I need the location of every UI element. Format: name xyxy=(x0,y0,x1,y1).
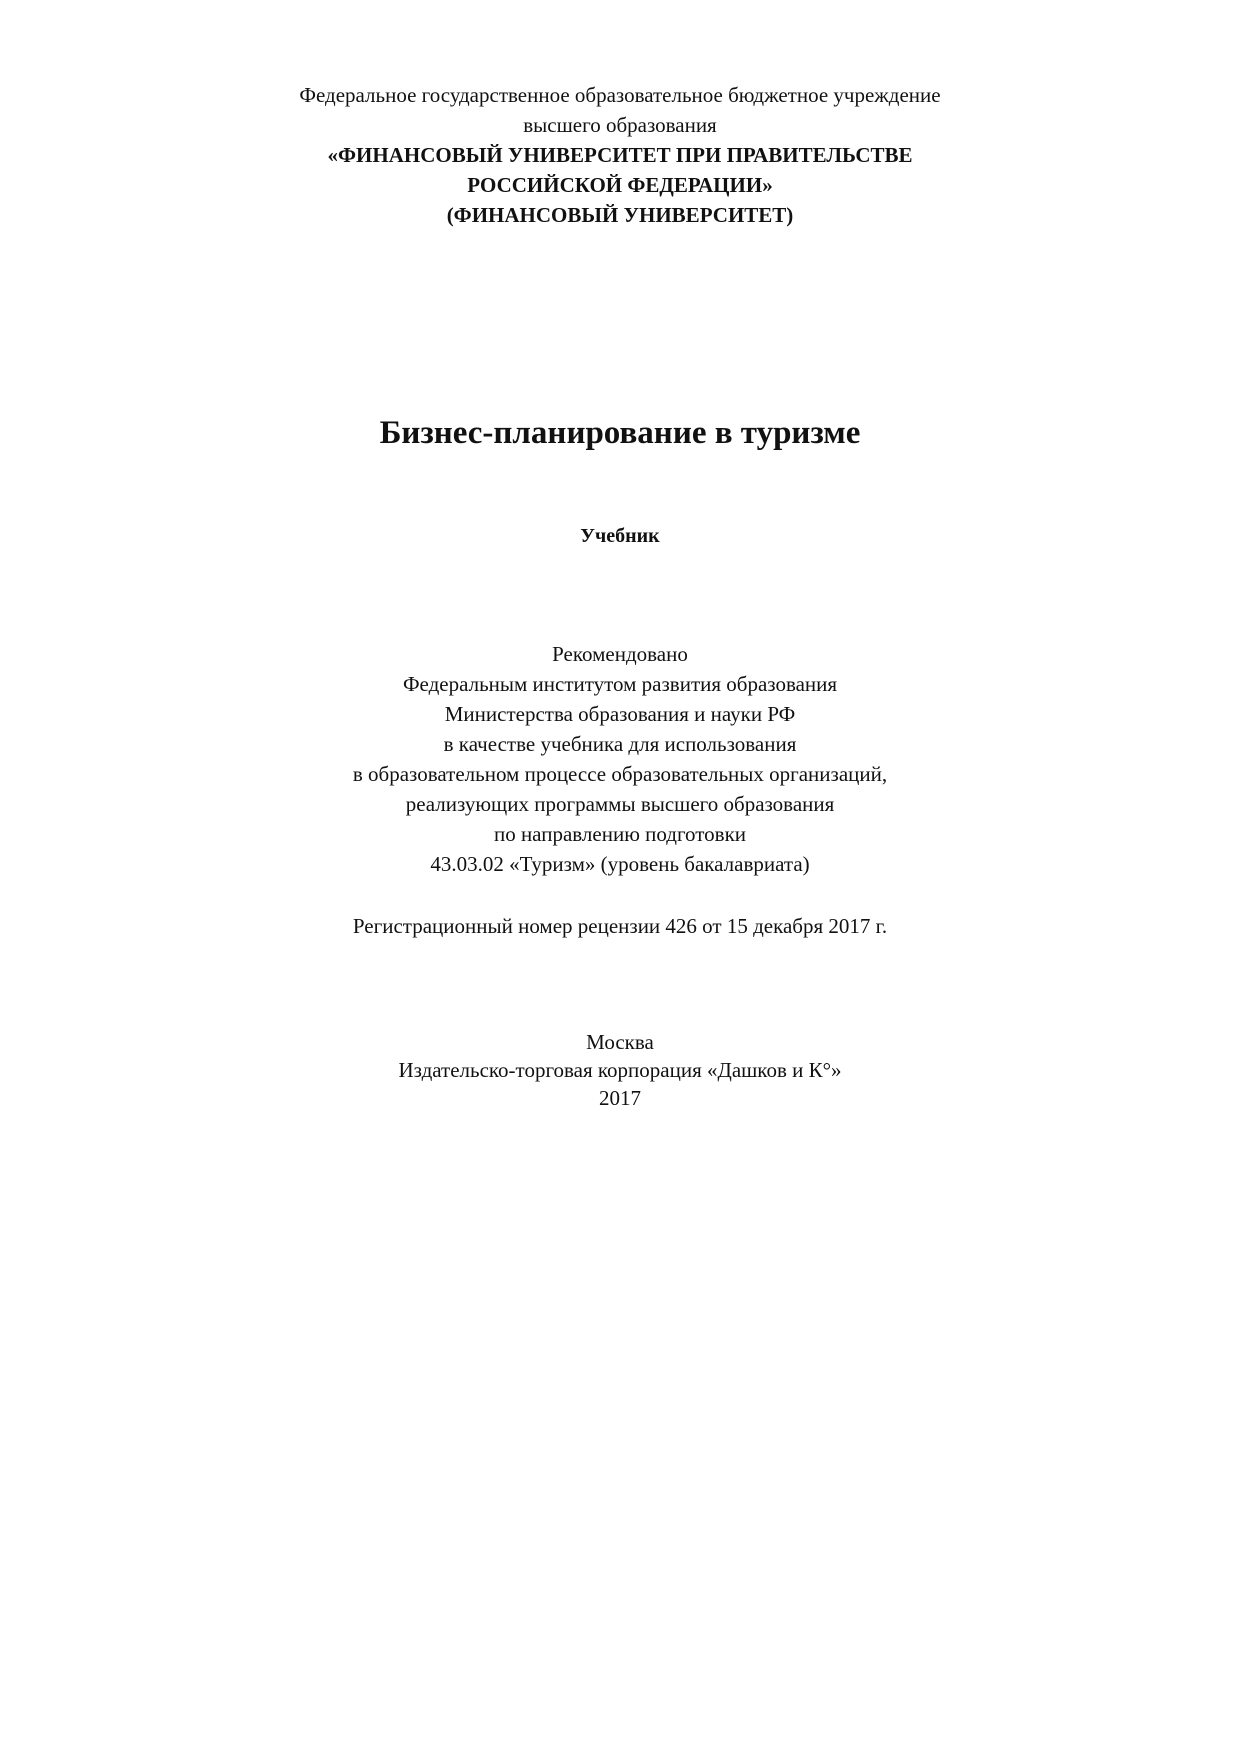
institution-name-line-2: РОССИЙСКОЙ ФЕДЕРАЦИИ» xyxy=(467,173,773,197)
imprint-publisher: Издательско-торговая корпорация «Дашков и К°» xyxy=(398,1058,842,1082)
recommendation-line: Рекомендовано xyxy=(552,642,688,666)
recommendation-line: в качестве учебника для использования xyxy=(443,732,797,756)
institution-level-line: высшего образования xyxy=(523,113,717,137)
recommendation-block xyxy=(0,639,1240,879)
imprint-block xyxy=(0,1028,1240,1112)
institution-short-name: (ФИНАНСОВЫЙ УНИВЕРСИТЕТ) xyxy=(446,203,794,227)
book-type: Учебник xyxy=(580,525,660,547)
imprint-year: 2017 xyxy=(599,1086,641,1110)
recommendation-line: в образовательном процессе образовательных организаций, xyxy=(352,762,888,786)
registration-number: Регистрационный номер рецензии 426 от 15 декабря 2017 г. xyxy=(352,914,888,938)
institution-type-line: Федеральное государственное образовательное бюджетное учреждение xyxy=(299,83,941,107)
recommendation-line: 43.03.02 «Туризм» (уровень бакалавриата) xyxy=(430,852,810,876)
recommendation-line: реализующих программы высшего образования xyxy=(405,792,835,816)
institution-header xyxy=(0,80,1240,230)
book-title: Бизнес-планирование в туризме xyxy=(379,415,861,451)
recommendation-line: Федеральным институтом развития образования xyxy=(402,672,838,696)
recommendation-line: по направлению подготовки xyxy=(493,822,747,846)
institution-name-line-1: «ФИНАНСОВЫЙ УНИВЕРСИТЕТ ПРИ ПРАВИТЕЛЬСТВЕ xyxy=(327,143,913,167)
recommendation-line: Министерства образования и науки РФ xyxy=(444,702,796,726)
imprint-city: Москва xyxy=(586,1030,654,1054)
